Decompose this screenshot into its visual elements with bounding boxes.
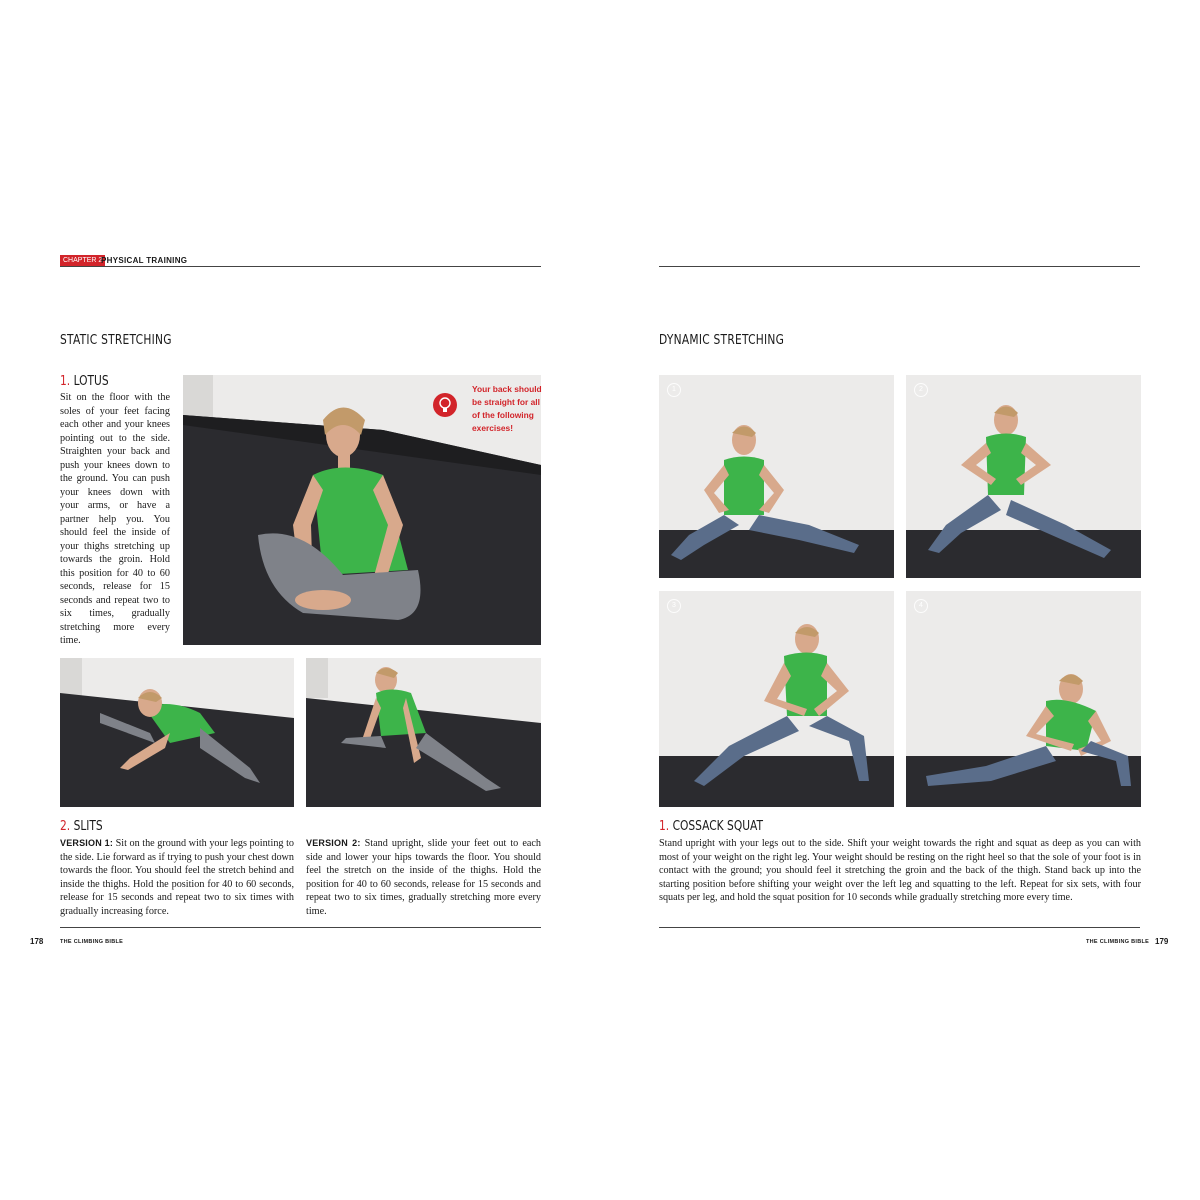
exercise-number: 2.	[60, 819, 71, 834]
page-number-left: 178	[30, 937, 44, 946]
cossack-step4-photo	[906, 591, 1141, 807]
lightbulb-icon	[433, 393, 457, 417]
cossack-description: Stand upright with your legs out to the side. Shift your weight towards the right and squat as deep as you can with most of your weight on the right leg. Your weight should be resting on the right heel so that the sole of your foot is in contact with the ground; you should feel it stretching the groin and the back of the thigh. Stand back up into the starting position before shifting your weight over the left leg and squatting to the left. Repeat for six sets, with four squats per leg, and hold the squat position for 10 seconds while gradually stretching more every time.	[659, 838, 1141, 903]
lotus-description: Sit on the floor with the soles of your feet facing each other and your knees pointing out to the side. Straighten your back and push your knees down to the ground. You can push your knees down with your arms, or have a partner help you. You should feel the inside of your thighs stretching up towards the groin. Hold this position for 40 to 60 seconds, release for 15 seconds and repeat two to six times, gradually stretching more every time.	[60, 392, 170, 646]
version-label: VERSION 1:	[60, 838, 114, 848]
version-label: VERSION 2:	[306, 838, 361, 848]
exercise-number: 1.	[659, 819, 670, 834]
step-number-badge: 4	[914, 599, 928, 613]
step-number-badge: 2	[914, 383, 928, 397]
cossack-step1-photo	[659, 375, 894, 578]
running-title-right: THE CLIMBING BIBLE	[1086, 939, 1150, 945]
exercise-name: LOTUS	[73, 374, 109, 389]
step-number-badge: 1	[667, 383, 681, 397]
page-number-right: 179	[1155, 937, 1169, 946]
version-text: Sit on the ground with your legs pointing to the side. Lie forward as if trying to push your chest down towards the floor. You should feel the stretch behind and inside the thighs. Hold the position for 40 to 60 seconds, release for 15 seconds and repeat two to six times with gradually increasing force.	[60, 838, 294, 917]
chapter-title: PHYSICAL TRAINING	[101, 256, 188, 265]
header-rule	[659, 266, 1140, 267]
cossack-step2-photo	[906, 375, 1141, 578]
tip-text: Your back should be straight for all of the following exercises!	[472, 384, 542, 433]
running-title-left: THE CLIMBING BIBLE	[60, 939, 124, 945]
section-title-dynamic: DYNAMIC STRETCHING	[659, 333, 785, 348]
cossack-step3-photo	[659, 591, 894, 807]
footer-rule	[659, 927, 1140, 928]
footer-rule	[60, 927, 541, 928]
exercise-title-slits	[60, 819, 103, 834]
chapter-tag: CHAPTER 2	[60, 255, 105, 266]
slits-v2-photo	[306, 658, 541, 807]
exercise-title-cossack	[659, 819, 763, 834]
section-title-static: STATIC STRETCHING	[60, 333, 172, 348]
exercise-name: SLITS	[73, 819, 103, 834]
step-number-badge: 3	[667, 599, 681, 613]
slits-v1-photo	[60, 658, 294, 807]
exercise-number: 1.	[60, 374, 71, 389]
slits-version2	[306, 837, 541, 918]
header-rule	[60, 266, 541, 267]
slits-version1	[60, 837, 294, 918]
exercise-name: COSSACK SQUAT	[672, 819, 763, 834]
version-text: Stand upright, slide your feet out to each side and lower your hips towards the floor. You should feel the stretch on the inside of the thighs. Hold the position for 40 to 60 seconds, release for 15 seconds and repeat two to six times, gradually stretching more every time.	[306, 838, 541, 917]
exercise-title-lotus	[60, 374, 109, 389]
